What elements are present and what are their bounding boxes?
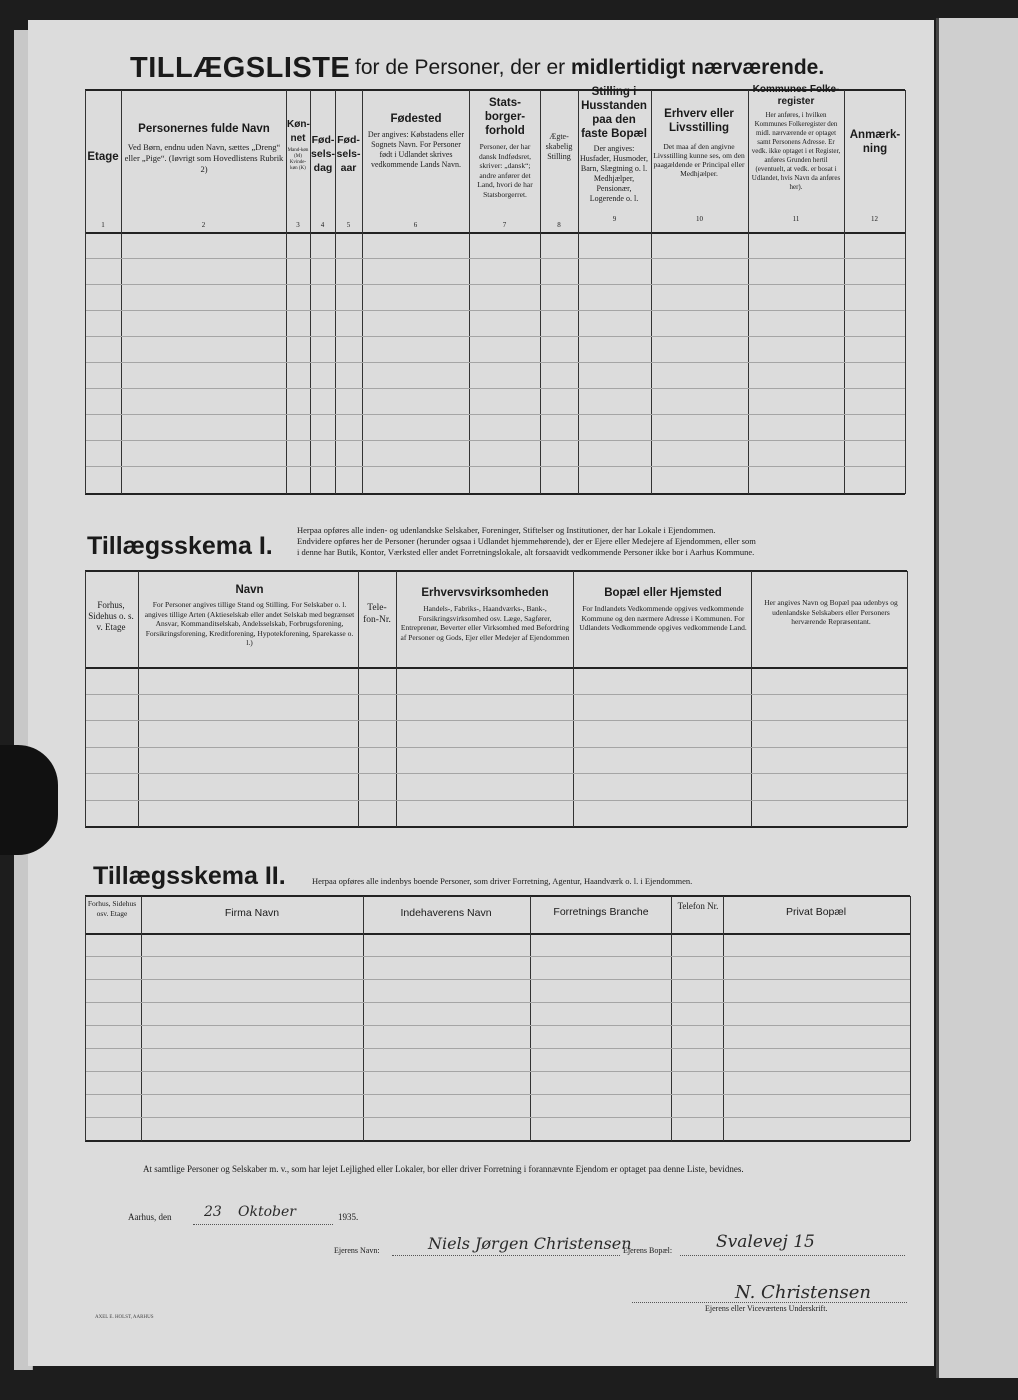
s1-col-etage-header: Forhus, Sidehus o. s. v. Etage bbox=[88, 600, 134, 632]
main-column-divider bbox=[362, 90, 363, 494]
s2-row-line bbox=[86, 956, 910, 957]
date-line bbox=[193, 1224, 333, 1225]
s2-col-telefon-header: Telefon Nr. bbox=[677, 901, 719, 911]
skema2-header-bottom bbox=[85, 933, 910, 935]
s1-column-divider bbox=[138, 571, 139, 827]
s2-col-etage-header: Forhus, Sidehus osv. Etage bbox=[87, 899, 137, 918]
s2-column-divider bbox=[910, 896, 911, 1141]
main-subtitle-plain: for de Personer, der er bbox=[355, 56, 566, 79]
main-row-line bbox=[86, 258, 905, 259]
s1-column-divider bbox=[573, 571, 574, 827]
s2-row-line bbox=[86, 1071, 910, 1072]
s1-column-divider bbox=[396, 571, 397, 827]
s1-col-telefon-header: Tele-fon-Nr. bbox=[363, 603, 391, 625]
skema1-note-line-1: Herpaa opføres alle inden- og udenlandske Selskaber, Foreninger, Stiftelser og Institutioner, der har Lokale i Ejendommen. bbox=[297, 525, 716, 535]
col-foedselsdag-header: Fød-sels-dag bbox=[311, 134, 335, 174]
s2-col-branche-header: Forretnings Branche bbox=[553, 906, 649, 918]
main-column-divider bbox=[469, 90, 470, 494]
main-title: TILLÆGSLISTE bbox=[130, 52, 351, 84]
skema2-note: Herpaa opføres alle indenbys boende Personer, som driver Forretning, Agentur, Haandværk o. l. i Ejendommen. bbox=[312, 876, 693, 886]
main-row-line bbox=[86, 388, 905, 389]
column-number: 4 bbox=[320, 221, 325, 229]
main-row-line bbox=[86, 336, 905, 337]
s1-row-line bbox=[86, 800, 907, 801]
main-row-line bbox=[86, 466, 905, 467]
column-number: 11 bbox=[792, 215, 800, 223]
signature-line bbox=[632, 1302, 907, 1303]
s2-row-line bbox=[86, 1002, 910, 1003]
s1-col-repr-header: Her angives Navn og Bopæl paa udenbys og udenlandske Selskabers eller Personers herværende Repræsentant. bbox=[764, 598, 898, 626]
owner-address-label: Ejerens Bopæl: bbox=[623, 1246, 673, 1255]
s1-col-erhverv-header: Erhvervsvirksomheden Handels-, Fabriks-, Haandværks-, Bank-, Forsikringsvirksomhed osv. Læge, Sagfører, Entreprenør, Beverter eller Virksomhed med Befordring af Personer og Gods, Ejer eller Medejer af Ejendommen bbox=[400, 587, 570, 642]
facing-page bbox=[936, 18, 1018, 1378]
skema1-title: Tillægsskema I. bbox=[87, 532, 273, 560]
s2-column-divider bbox=[85, 896, 86, 1141]
main-subtitle bbox=[355, 56, 824, 80]
main-row-line bbox=[86, 284, 905, 285]
column-number: 9 bbox=[612, 215, 617, 223]
date-label: Aarhus, den bbox=[128, 1212, 172, 1222]
skema1-note-line-2: Endvidere opføres her de Personer (herunder ogsaa i Udlandet hjemmehørende), der er Ejere eller Medejere af Ejendommen, eller som bbox=[297, 536, 756, 546]
col-aegteskab-header: Ægte-skabelig Stilling bbox=[545, 132, 573, 161]
main-row-line bbox=[86, 362, 905, 363]
col-husstand-header: Stilling i Husstanden paa den faste Bopæl Der angives: Husfader, Husmoder, Barn, Slægtning o. l. Medhjælper, Pensionær, Logerende o. l. bbox=[579, 86, 648, 203]
main-subtitle-bold: midlertidigt nærværende. bbox=[570, 56, 825, 79]
s2-row-line bbox=[86, 1025, 910, 1026]
s1-column-divider bbox=[907, 571, 908, 827]
column-number: 7 bbox=[502, 221, 507, 229]
s1-col-navn-header: Navn For Personer angives tillige Stand og Stilling. For Selskaber o. l. angives tillige Arten (Aktieselskab eller andet Selskab med begrænset Ansvar, Kommanditselskab, Andelsselskab, Forbrugsforening, Forsikringsforening, Kreditforening, Hypotekforening, Sparekasse o. l.) bbox=[144, 584, 355, 647]
skema1-note bbox=[297, 525, 909, 558]
col-foedested-header: Fødested Der angives: Købstadens eller Sognets Navn. For Personer født i Udlandet skrives vedkommende Lands Navn. bbox=[367, 113, 465, 169]
skema2-top bbox=[85, 895, 910, 897]
column-number: 5 bbox=[346, 221, 351, 229]
signature-label: Ejerens eller Viceværtens Underskrift. bbox=[705, 1304, 828, 1313]
col-navn-header: Personernes fulde Navn Ved Børn, endnu uden Navn, sættes „Dreng“ eller „Pige“. (Iøvrigt som Hovedlistens Rubrik 2) bbox=[124, 123, 284, 174]
col-koen-header: Køn-net Mand-køn (M) Kvinde-køn (K) bbox=[287, 119, 310, 171]
owner-address-line bbox=[680, 1255, 905, 1256]
s1-col-bopael-header: Bopæl eller Hjemsted For Indlandets Vedkommende opgives vedkommende Kommune og den nærmere Adresse i Kommunen. For Udlandets Vedkommende opgives vedkommende Land. bbox=[579, 587, 747, 632]
column-number: 2 bbox=[201, 221, 206, 229]
s2-column-divider bbox=[141, 896, 142, 1141]
col-etage-header: Etage bbox=[87, 151, 119, 163]
main-column-divider bbox=[844, 90, 845, 494]
s2-row-line bbox=[86, 1094, 910, 1095]
attestation-text: At samtlige Personer og Selskaber m. v., som har lejet Lejlighed eller Lokaler, bor eller driver Forretning i forannævnte Ejendom er optaget paa denne Liste, bevidnes. bbox=[143, 1164, 744, 1174]
s2-col-firma-header: Firma Navn bbox=[224, 907, 280, 919]
s2-row-line bbox=[86, 979, 910, 980]
s1-row-line bbox=[86, 773, 907, 774]
owner-name-handwritten: Niels Jørgen Christensen bbox=[428, 1234, 632, 1253]
date-month: Oktober bbox=[238, 1204, 296, 1220]
main-row-line bbox=[86, 310, 905, 311]
s1-row-line bbox=[86, 747, 907, 748]
s2-col-bopael-header: Privat Bopæl bbox=[785, 906, 847, 918]
column-number: 12 bbox=[871, 215, 878, 223]
s2-row-line bbox=[86, 1117, 910, 1118]
main-header-bottom bbox=[85, 232, 905, 234]
printer-mark: AXEL E. HOLST, AARHUS bbox=[95, 1315, 154, 1320]
col-anmaerkning-header: Anmærk-ning bbox=[849, 129, 901, 155]
col-statsborger-header: Stats-borger-forhold Personer, der har dansk Indfødsret, skriver: „dansk“; andre anfører det Land, hvori de har Statsborgerret. bbox=[477, 97, 533, 199]
s2-column-divider bbox=[363, 896, 364, 1141]
main-column-divider bbox=[905, 90, 906, 494]
thumb-shadow bbox=[0, 745, 58, 855]
date-year: 1935. bbox=[338, 1212, 359, 1222]
s2-column-divider bbox=[530, 896, 531, 1141]
s2-column-divider bbox=[723, 896, 724, 1141]
skema2-bottom bbox=[85, 1140, 910, 1142]
owner-address-handwritten: Svalevej 15 bbox=[716, 1232, 815, 1252]
s1-column-divider bbox=[751, 571, 752, 827]
s1-row-line bbox=[86, 720, 907, 721]
owner-name-label: Ejerens Navn: bbox=[334, 1246, 380, 1255]
main-row-line bbox=[86, 414, 905, 415]
column-number: 3 bbox=[296, 221, 300, 229]
skema1-note-line-3: i denne har Butik, Kontor, Værksted eller andet Forretningslokale, alt forsaavidt vedkommende Personer ikke bor i Aarhus Kommune. bbox=[297, 547, 755, 557]
s1-column-divider bbox=[358, 571, 359, 827]
s2-col-indehaver-header: Indehaverens Navn bbox=[400, 907, 492, 919]
main-column-divider bbox=[121, 90, 122, 494]
skema1-top bbox=[85, 570, 907, 572]
skema1-header-bottom bbox=[85, 667, 907, 669]
col-folkeregister-header: Kommunes Folke-register Her anføres, i hvilken Kommunes Folkeregister den midl. nærværende er optaget samt Personens Adresse. Er vedk. ikke optaget i et Register, anføres Grunden hertil (eventuelt, at vedk. er bosat i Udlandet, hvis Navn da anføres her). bbox=[751, 84, 841, 191]
signature-handwritten: N. Christensen bbox=[735, 1282, 871, 1303]
main-table-bottom bbox=[85, 493, 905, 495]
column-number: 8 bbox=[557, 221, 561, 229]
column-number: 1 bbox=[101, 221, 105, 229]
s2-column-divider bbox=[671, 896, 672, 1141]
col-foedselsaar-header: Fød-sels-aar bbox=[336, 134, 361, 174]
s1-column-divider bbox=[85, 571, 86, 827]
main-row-line bbox=[86, 440, 905, 441]
skema1-bottom bbox=[85, 826, 907, 828]
column-number: 6 bbox=[413, 221, 418, 229]
skema2-title: Tillægsskema II. bbox=[93, 862, 286, 890]
s1-row-line bbox=[86, 694, 907, 695]
s2-row-line bbox=[86, 1048, 910, 1049]
date-day: 23 bbox=[204, 1204, 222, 1220]
owner-name-line bbox=[392, 1255, 620, 1256]
col-erhverv-header: Erhverv eller Livsstilling Det maa af den angivne Livsstilling kunne ses, om den paagældende er Principal eller Medhjælper. bbox=[653, 108, 745, 178]
column-number: 10 bbox=[696, 215, 703, 223]
